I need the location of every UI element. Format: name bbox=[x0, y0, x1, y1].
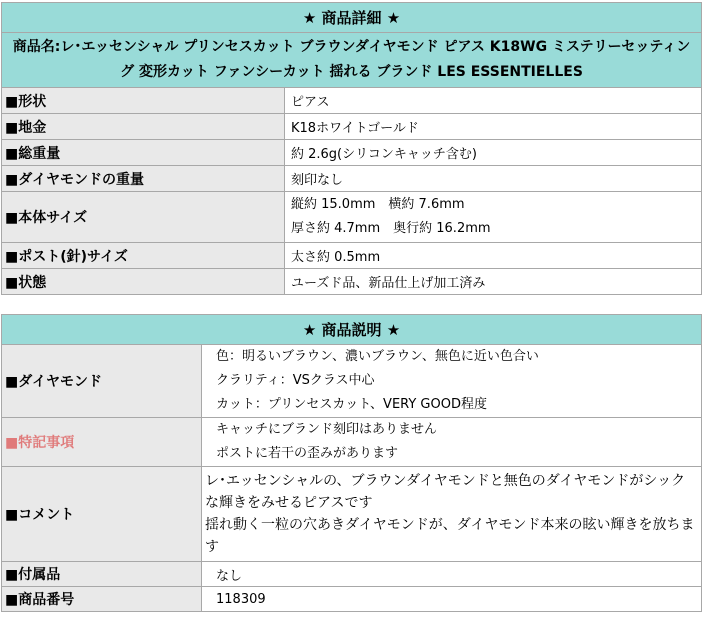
comment-paragraph-2: 揺れ動く一粒の穴あきダイヤモンドが、ダイヤモンド本来の眩い輝きを放ちます bbox=[205, 517, 695, 555]
spec-value bbox=[285, 192, 702, 243]
spec-value: 刻印なし bbox=[285, 166, 702, 192]
spec-value: 約 2.6g(シリコンキャッチ含む) bbox=[285, 140, 702, 166]
desc-label: ■商品番号 bbox=[2, 587, 202, 612]
spec-label: ■地金 bbox=[2, 114, 285, 140]
desc-row-notes bbox=[2, 418, 702, 467]
spec-label: ■ポスト(針)サイズ bbox=[2, 243, 285, 269]
spec-label: ■形状 bbox=[2, 88, 285, 114]
product-name: 商品名:レ･エッセンシャル プリンセスカット ブラウンダイヤモンド ピアス K18WG ミステリーセッティング 変形カット ファンシーカット 揺れる ブランド LES ESSENTIELLES bbox=[2, 33, 702, 88]
note-line-2: ポストに若干の歪みがあります bbox=[216, 446, 399, 461]
product-details-table bbox=[1, 2, 702, 295]
desc-row-product-number bbox=[2, 587, 702, 612]
spec-value: K18ホワイトゴールド bbox=[285, 114, 702, 140]
spec-label: ■状態 bbox=[2, 269, 285, 295]
desc-value: 118309 bbox=[202, 587, 702, 612]
note-line-1: キャッチにブランド刻印はありません bbox=[216, 422, 438, 437]
diamond-color-line: 色：明るいブラウン、濃いブラウン、無色に近い色合い bbox=[216, 349, 539, 364]
diamond-cut-line: カット：プリンセスカット、VERY GOOD程度 bbox=[216, 397, 487, 412]
details-header: ★ 商品詳細 ★ bbox=[2, 3, 702, 33]
product-description-table bbox=[1, 314, 702, 612]
desc-row-comment bbox=[2, 467, 702, 562]
spec-label: ■ダイヤモンドの重量 bbox=[2, 166, 285, 192]
desc-value bbox=[202, 467, 702, 562]
size-line-2: 厚さ約 4.7mm 奥行約 16.2mm bbox=[291, 221, 491, 236]
desc-value: なし bbox=[202, 562, 702, 587]
comment-paragraph-1: レ･エッセンシャルの、ブラウンダイヤモンドと無色のダイヤモンドがシックな輝きをみせるピアスです bbox=[205, 473, 686, 511]
spec-row-diamond-weight bbox=[2, 166, 702, 192]
diamond-clarity-line: クラリティ：VSクラス中心 bbox=[216, 373, 375, 388]
size-line-1: 縦約 15.0mm 横約 7.6mm bbox=[291, 197, 465, 212]
spec-value: ユーズド品、新品仕上げ加工済み bbox=[285, 269, 702, 295]
spec-label: ■本体サイズ bbox=[2, 192, 285, 243]
spec-row-post-size bbox=[2, 243, 702, 269]
desc-row-diamond bbox=[2, 345, 702, 418]
desc-label: ■ダイヤモンド bbox=[2, 345, 202, 418]
spec-row-metal bbox=[2, 114, 702, 140]
spec-row-weight bbox=[2, 140, 702, 166]
desc-value bbox=[202, 418, 702, 467]
desc-label: ■特記事項 bbox=[2, 418, 202, 467]
desc-value bbox=[202, 345, 702, 418]
spec-row-condition bbox=[2, 269, 702, 295]
spec-label: ■総重量 bbox=[2, 140, 285, 166]
desc-row-accessories bbox=[2, 562, 702, 587]
spec-row-shape bbox=[2, 88, 702, 114]
spec-value: ピアス bbox=[285, 88, 702, 114]
desc-label: ■コメント bbox=[2, 467, 202, 562]
description-header: ★ 商品説明 ★ bbox=[2, 315, 702, 345]
spec-row-size bbox=[2, 192, 702, 243]
desc-label: ■付属品 bbox=[2, 562, 202, 587]
spec-value: 太さ約 0.5mm bbox=[285, 243, 702, 269]
